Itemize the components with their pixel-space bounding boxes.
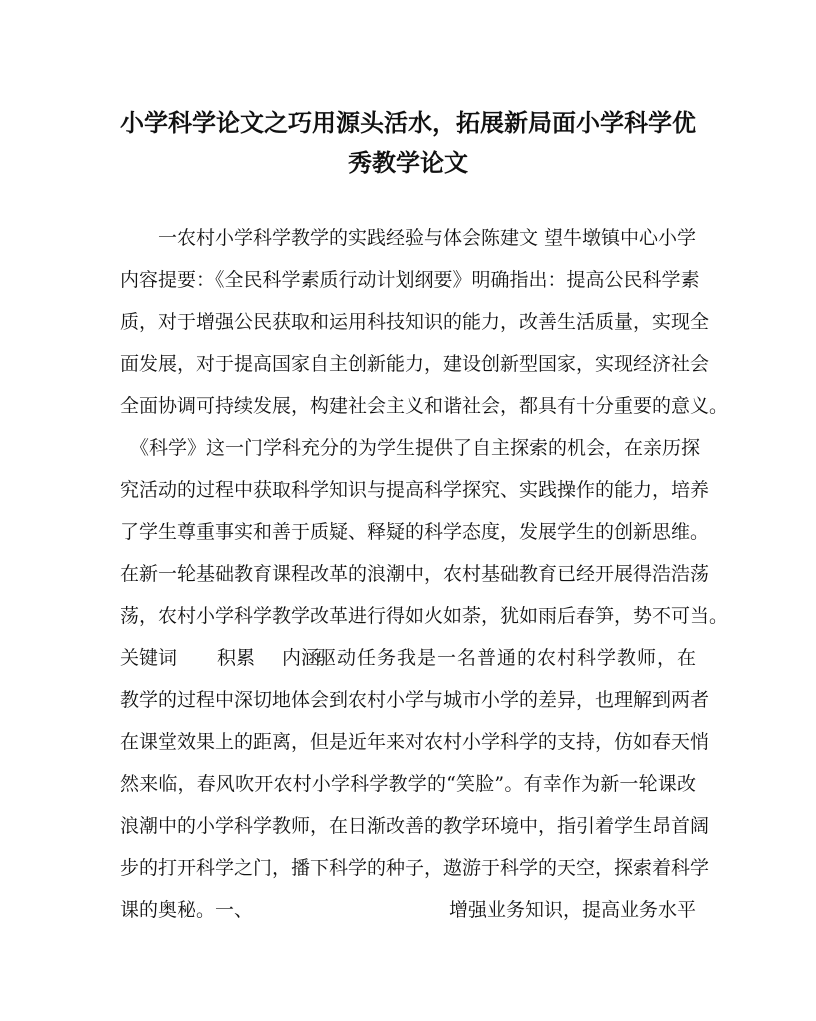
body-line: 步的打开科学之门，播下科学的种子，遨游于科学的天空，探索着科学 [120, 857, 710, 879]
body-line: 然来临，春风吹开农村小学科学教学的“笑脸”。有幸作为新一轮课改 [120, 773, 696, 795]
section-heading: 增强业务知识，提高业务水平 [448, 899, 696, 921]
body-line: 面发展，对于提高国家自主创新能力，建设创新型国家，实现经济社会 [120, 353, 710, 375]
body-line: 了学生尊重事实和善于质疑、释疑的科学态度，发展学生的创新思维。 [120, 521, 710, 543]
last-line [120, 894, 696, 926]
document-title-line-1: 小学科学论文之巧用源头活水，拓展新局面小学科学优 [120, 108, 696, 137]
body-line: 教学的过程中深切地体会到农村小学与城市小学的差异，也理解到两者 [120, 689, 710, 711]
document-title-line-2: 秀教学论文 [348, 148, 468, 177]
keyword-line-rest: 驱动任务我是一名普通的农村科学教师，在 [317, 647, 696, 669]
body-line: 《科学》这一门学科充分的为学生提供了自主探索的机会，在亲历探 [130, 437, 701, 459]
body-line: 荡，农村小学科学教学改革进行得如火如荼，犹如雨后春笋，势不可当。 [120, 605, 729, 627]
last-line-left: 课的奥秘。一、 [120, 899, 254, 921]
body-line: 内容提要：《全民科学素质行动计划纲要》明确指出：提高公民科学素 [120, 269, 700, 291]
keyword-item: 内涵 [282, 647, 321, 669]
body-line: 一农村小学科学教学的实践经验与体会陈建文 望牛墩镇中心小学 [158, 227, 697, 249]
body-line: 在新一轮基础教育课程改革的浪潮中，农村基础教育已经开展得浩浩荡 [120, 563, 710, 585]
body-line: 在课堂效果上的距离，但是近年来对农村小学科学的支持，仿如春天悄 [120, 731, 710, 753]
keyword-item: 积累 [217, 647, 256, 669]
body-line: 全面协调可持续发展，构建社会主义和谐社会，都具有十分重要的意义。 [120, 395, 729, 417]
keyword-label: 关键词 [120, 647, 178, 669]
body-line: 质，对于增强公民获取和运用科技知识的能力，改善生活质量，实现全 [120, 311, 710, 333]
keyword-line [120, 642, 696, 674]
body-line: 究活动的过程中获取科学知识与提高科学探究、实践操作的能力，培养 [120, 479, 710, 501]
body-line: 浪潮中的小学科学教师，在日渐改善的教学环境中，指引着学生昂首阔 [120, 815, 710, 837]
